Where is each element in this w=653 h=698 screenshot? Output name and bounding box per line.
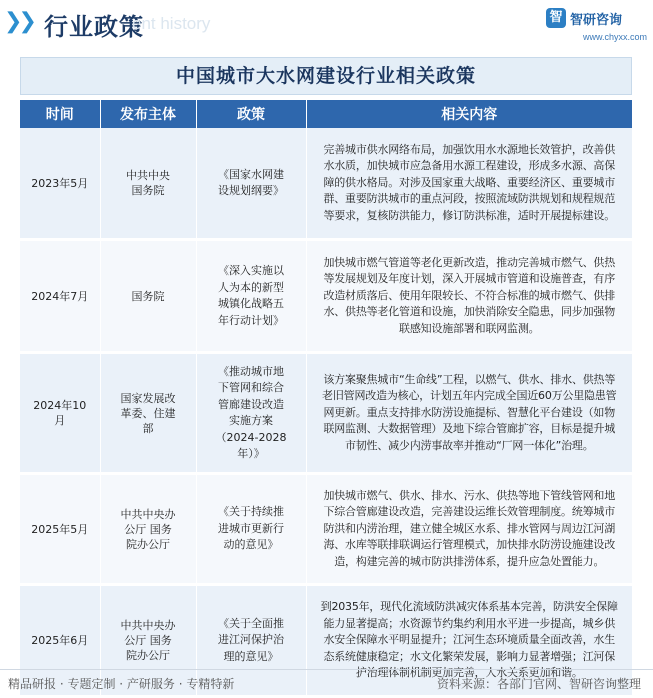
- table-row: [20, 353, 632, 474]
- cell-time: 2023年5月: [20, 128, 100, 240]
- cell-publisher: 国家发展改 革委、住建 部: [100, 353, 196, 474]
- brand-url: www.chyxx.com: [583, 32, 648, 42]
- column-header-publisher: 发布主体: [100, 100, 196, 128]
- cell-policy: 《关于全面推 进江河保护治 理的意见》: [196, 585, 306, 697]
- cell-time: 2025年6月: [20, 585, 100, 697]
- cell-time: 2024年10 月: [20, 353, 100, 474]
- brand-logo-icon: 智: [546, 8, 566, 28]
- cell-policy: 《深入实施以 人为本的新型 城镇化战略五 年行动计划》: [196, 240, 306, 353]
- page-footer: [0, 669, 653, 696]
- table-row: [20, 128, 632, 240]
- table-row: [20, 474, 632, 585]
- table-title: 中国城市大水网建设行业相关政策: [20, 57, 632, 95]
- cell-publisher: 国务院: [100, 240, 196, 353]
- cell-policy: 《推动城市地 下管网和综合 管廊建设改造 实施方案 （2024-2028 年）》: [196, 353, 306, 474]
- cell-content: 加快城市燃气管道等老化更新改造，推动完善城市燃气、供热等发展规划及年度计划，深入开展城市管道和设施普查，有序改造材质落后、使用年限较长、不符合标准的城市燃气、供排水、供热等老化管道和设施，加快消除安全隐患，同步加强物联感知设施部署和联网监测。: [306, 240, 632, 353]
- footer-source: 资料来源：各部门官网、智研咨询整理: [436, 677, 641, 691]
- watermark-text: ent history: [132, 14, 211, 33]
- cell-time: 2024年7月: [20, 240, 100, 353]
- footer-services: 精品研报 · 专题定制 · 产研服务 · 专精特新: [8, 677, 235, 691]
- table-header-row: [20, 100, 632, 128]
- cell-time: 2025年5月: [20, 474, 100, 585]
- section-title: 行业政策: [44, 13, 144, 41]
- cell-policy: 《关于持续推 进城市更新行 动的意见》: [196, 474, 306, 585]
- cell-publisher: 中共中央办 公厅 国务 院办公厅: [100, 585, 196, 697]
- page-header: [0, 0, 653, 46]
- column-header-time: 时间: [20, 100, 100, 128]
- cell-content: 到2035年，现代化流域防洪减灾体系基本完善，防洪安全保障能力显著提高；水资源节约集约利用水平进一步提高，城乡供水安全保障水平明显提升；江河生态环境质量全面改善，水生态系统健康稳定；水文化繁荣发展，影响力显著增强；江河保护治理体制机制更加完善，人水关系更加和谐。: [306, 585, 632, 697]
- column-header-content: 相关内容: [306, 100, 632, 128]
- policy-table: [20, 100, 632, 698]
- cell-policy: 《国家水网建 设规划纲要》: [196, 128, 306, 240]
- table-row: [20, 240, 632, 353]
- column-header-policy: 政策: [196, 100, 306, 128]
- double-chevron-icon: ❯ ❯: [4, 9, 37, 34]
- cell-publisher: 中共中央 国务院: [100, 128, 196, 240]
- brand-name: 智研咨询: [570, 13, 623, 28]
- cell-publisher: 中共中央办 公厅 国务 院办公厅: [100, 474, 196, 585]
- cell-content: 该方案聚焦城市“生命线”工程，以燃气、供水、排水、供热等老旧管网改造为核心，计划五年内完成全国近60万公里隐患管网更新。重点支持排水防涝设施提标、智慧化平台建设（如物联网监测、大数据管理）及地下综合管廊扩容，目标是提升城市韧性、减少内涝事故率并推动“厂网一体化”治理。: [306, 353, 632, 474]
- cell-content: 加快城市燃气、供水、排水、污水、供热等地下管线管网和地下综合管廊建设改造，完善建设运维长效管理制度。统筹城市防洪和内涝治理，建立健全城区水系、排水管网与周边江河湖海、水库等联排联调运行管理模式，加快排水防涝设施建设改造，构建完善的城市防洪排涝体系，提升应急处置能力。: [306, 474, 632, 585]
- cell-content: 完善城市供水网络布局，加强饮用水水源地长效管护，改善供水水质，加快城市应急备用水源工程建设，形成多水源、高保障的供水格局。对涉及国家重大战略、重要经济区、重要城市群、重要防洪城市的重点河段，按照流域防洪规划和规程规范等要求，复核防洪能力，修订防洪标准，适时开展提标建设。: [306, 128, 632, 240]
